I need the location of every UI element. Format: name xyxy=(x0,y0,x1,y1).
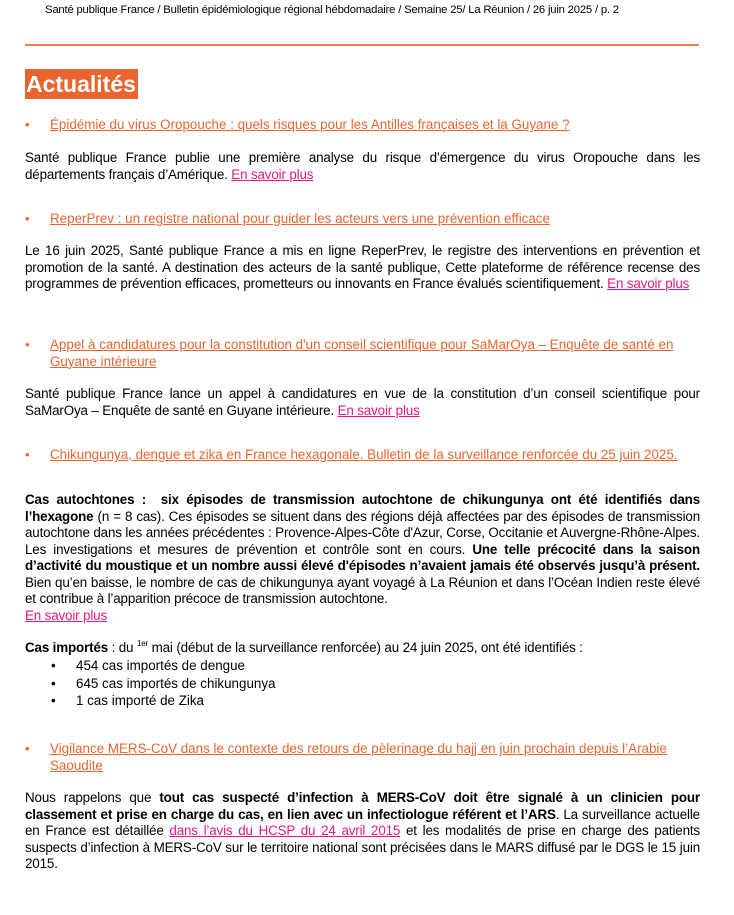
imported-cases-list xyxy=(48,657,276,710)
section-title: Actualités xyxy=(26,71,136,97)
bullet-icon: • xyxy=(25,117,30,132)
body-text: Nous rappelons que xyxy=(25,790,160,805)
body-text: Le 16 juin 2025, Santé publique France a mis en ligne ReperPrev, le registre des interventions en prévention et promotion de la santé. A destination des acteurs de la santé publique, Cette plateforme de référence recense des programmes de prévention efficaces, prometteurs ou innovants en France évalués scientifiquement. xyxy=(25,243,700,291)
news-link-samaroya[interactable]: Appel à candidatures pour la constitution d'un conseil scientifique pour SaMarOya – Enquête de santé en Guyane intérieure xyxy=(50,337,674,369)
superscript: 1er xyxy=(136,639,149,648)
running-header: Santé publique France / Bulletin épidémiologique régional hébdomadaire / Semaine 25/ La Réunion / 26 juin 2025 / p. 2 xyxy=(45,4,619,16)
bold-text: six épisodes de transmission autochtone de chikungunya ont été identifiés dans l’hexagone xyxy=(25,492,700,524)
news-item-body xyxy=(25,243,700,293)
bullet-icon: • xyxy=(25,337,30,352)
bullet-icon: • xyxy=(25,741,30,756)
bullet-icon: • xyxy=(25,211,30,226)
header-rule xyxy=(25,44,699,46)
body-text: Santé publique France publie une première analyse du risque d’émergence du virus Oropouche dans les départements français d’Amérique. xyxy=(25,150,700,182)
read-more-link[interactable]: En savoir plus xyxy=(231,166,314,182)
body-text: mai (début de la surveillance renforcée) au 24 juin 2025, ont été identifiés : xyxy=(148,640,583,655)
news-item-body xyxy=(25,150,700,183)
list-item: • 645 cas importés de chikungunya xyxy=(48,675,276,693)
body-text: : du xyxy=(108,640,137,655)
news-link-chikungunya[interactable]: Chikungunya, dengue et zika en France hexagonale. Bulletin de la surveillance renforcée du 25 juin 2025. xyxy=(50,447,678,462)
list-item: • 1 cas importé de Zika xyxy=(48,692,276,710)
news-link-oropouche[interactable]: Épidémie du virus Oropouche : quels risques pour les Antilles françaises et la Guyane ? xyxy=(50,117,570,132)
news-item-body xyxy=(25,386,700,419)
read-more-link[interactable]: En savoir plus xyxy=(337,402,420,418)
news-item-heading xyxy=(25,337,685,370)
importes-label: Cas importés xyxy=(25,640,109,655)
autochtones-label: Cas autochtones : xyxy=(25,492,147,507)
body-text: (n = 8 cas). Ces épisodes se situent dans des régions déjà affectées par des épisodes de transmission autochtone dans les années précédentes : Provence-Alpes-Côte d'Azur, Corse, Occitanie et Auvergne-Rhône-Alpes. Les investigations et mesures de prévention et contrôle sont en cours. xyxy=(25,508,700,557)
autochtones-paragraph xyxy=(25,492,700,624)
bold-text: Une telle précocité dans la saison d’activité du moustique et un nombre aussi élevé d'épisodes n’avaient jamais été observés jusqu’à présent. xyxy=(25,541,700,573)
bold-text: tout cas suspecté d’infection à MERS-CoV doit être signalé à un clinicien pour classement et prise en charge du cas, en lien avec un infectiologue référent et l’ARS xyxy=(25,790,700,822)
list-item: • 454 cas importés de dengue xyxy=(48,657,276,675)
body-text: Bien qu’en baisse, le nombre de cas de chikungunya ayant voyagé à La Réunion et dans l’Océan Indien reste élevé et contribue à l’apparition précoce de transmission autochtone. xyxy=(25,574,700,606)
body-text: . La surveillance actuelle en France est détaillée xyxy=(25,806,700,838)
read-more-link[interactable]: En savoir plus xyxy=(25,607,108,623)
body-text: et les modalités de prise en charge des patients suspects d’infection à MERS-CoV sur le territoire national sont précisées dans le MARS diffusé par le DGS le 15 juin 2015. xyxy=(25,823,700,871)
news-item-heading xyxy=(25,117,685,134)
hcsp-avis-link[interactable]: dans l’avis du HCSP du 24 avril 2015 xyxy=(169,823,401,838)
body-text: Santé publique France lance un appel à candidatures en vue de la constitution d’un conseil scientifique pour SaMarOya – Enquête de santé en Guyane intérieure. xyxy=(25,386,700,418)
news-item-heading xyxy=(25,211,685,228)
importes-paragraph xyxy=(25,640,700,657)
news-item-heading xyxy=(25,741,685,774)
news-item-heading xyxy=(25,447,685,464)
read-more-link[interactable]: En savoir plus xyxy=(607,276,690,291)
news-link-reperprev[interactable]: ReperPrev : un registre national pour guider les acteurs vers une prévention efficace xyxy=(50,211,550,226)
bullet-icon: • xyxy=(25,447,30,462)
news-link-mers-cov[interactable]: Vigilance MERS-CoV dans le contexte des retours de pèlerinage du hajj en juin prochain depuis l’Arabie Saoudite xyxy=(50,741,667,773)
news-item-body xyxy=(25,790,700,873)
